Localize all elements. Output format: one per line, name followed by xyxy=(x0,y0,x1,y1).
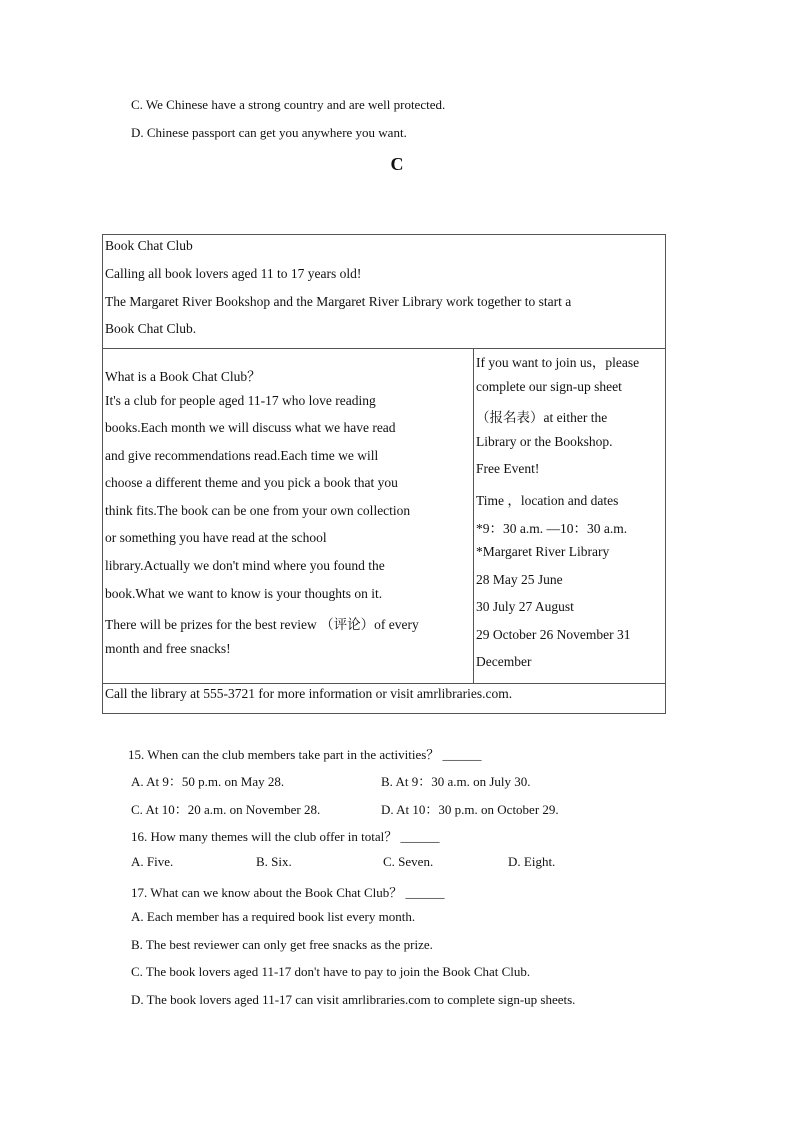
info-line: complete our sign-up sheet xyxy=(476,379,622,394)
notice-title: Book Chat Club xyxy=(105,238,193,253)
footer-text: Call the library at 555-3721 for more information or visit amrlibraries.com. xyxy=(105,686,513,701)
notice-intro-2: Book Chat Club. xyxy=(105,321,197,336)
info-line: Library or the Bookshop. xyxy=(476,434,613,449)
notice-calling: Calling all book lovers aged 11 to 17 years old! xyxy=(105,266,362,281)
q17-option-b[interactable]: B. The best reviewer can only get free snacks as the prize. xyxy=(131,937,433,952)
desc-line: library.Actually we don't mind where you found the xyxy=(105,558,385,573)
desc-line: books.Each month we will discuss what we have read xyxy=(105,420,396,435)
info-line: Time ，location and dates xyxy=(476,493,619,508)
question-15: 15. When can the club members take part in the activities？ ______ xyxy=(128,747,482,762)
info-line: 30 July 27 August xyxy=(476,599,574,614)
prev-option-c: C. We Chinese have a strong country and are well protected. xyxy=(131,97,446,112)
info-line: *9：30 a.m. —10：30 a.m. xyxy=(476,521,628,536)
q15-option-a[interactable]: A. At 9：50 p.m. on May 28. xyxy=(131,774,285,789)
section-label: C xyxy=(390,154,404,174)
q15-option-d[interactable]: D. At 10：30 p.m. on October 29. xyxy=(381,802,559,817)
question-16: 16. How many themes will the club offer in total？ ______ xyxy=(131,829,440,844)
desc-line: or something you have read at the school xyxy=(105,530,327,545)
info-line: *Margaret River Library xyxy=(476,544,610,559)
q15-option-b[interactable]: B. At 9：30 a.m. on July 30. xyxy=(381,774,531,789)
q17-option-a[interactable]: A. Each member has a required book list every month. xyxy=(131,909,416,924)
info-line: （报名表）at either the xyxy=(476,410,608,425)
join-info xyxy=(474,348,665,683)
notice-table xyxy=(102,234,666,714)
info-line: December xyxy=(476,654,532,669)
q16-option-d[interactable]: D. Eight. xyxy=(508,854,556,869)
notice-body xyxy=(103,348,665,684)
question-17: 17. What can we know about the Book Chat Club？ ______ xyxy=(131,885,445,900)
info-line: If you want to join us，please xyxy=(476,355,640,370)
q16-option-b[interactable]: B. Six. xyxy=(256,854,292,869)
desc-line: It's a club for people aged 11-17 who love reading xyxy=(105,393,376,408)
q15-option-c[interactable]: C. At 10：20 a.m. on November 28. xyxy=(131,802,321,817)
q16-option-a[interactable]: A. Five. xyxy=(131,854,174,869)
desc-line: There will be prizes for the best review （评论）of every xyxy=(105,617,419,632)
q17-option-c[interactable]: C. The book lovers aged 11-17 don't have to pay to join the Book Chat Club. xyxy=(131,964,531,979)
desc-line: What is a Book Chat Club？ xyxy=(105,369,261,384)
prev-option-d: D. Chinese passport can get you anywhere you want. xyxy=(131,125,407,140)
info-line: 28 May 25 June xyxy=(476,572,563,587)
desc-line: choose a different theme and you pick a book that you xyxy=(105,475,398,490)
club-description xyxy=(103,348,474,683)
q17-option-d[interactable]: D. The book lovers aged 11-17 can visit amrlibraries.com to complete sign-up sheets. xyxy=(131,992,576,1007)
desc-line: month and free snacks! xyxy=(105,641,231,656)
desc-line: think fits.The book can be one from your own collection xyxy=(105,503,411,518)
desc-line: book.What we want to know is your thoughts on it. xyxy=(105,586,383,601)
info-line: 29 October 26 November 31 xyxy=(476,627,631,642)
info-line: Free Event! xyxy=(476,461,540,476)
q16-option-c[interactable]: C. Seven. xyxy=(383,854,434,869)
notice-footer xyxy=(103,683,665,713)
desc-line: and give recommendations read.Each time we will xyxy=(105,448,379,463)
notice-header xyxy=(103,235,665,349)
notice-intro-1: The Margaret River Bookshop and the Margaret River Library work together to start a xyxy=(105,294,572,309)
